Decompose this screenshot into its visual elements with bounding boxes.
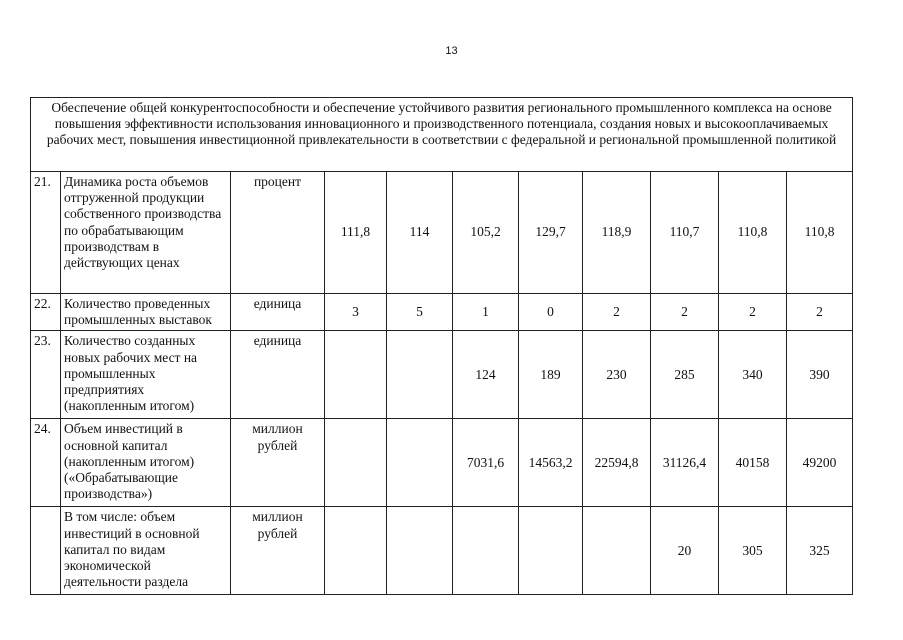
value-cell: 2 xyxy=(719,294,787,331)
value-cell xyxy=(387,507,453,595)
value-cell: 105,2 xyxy=(453,172,519,294)
section-header: Обеспечение общей конкурентоспособности и обеспечение устойчивого развития регионального промышленного комплекса на основе повышения эффективности использования инновационного и производственного потенциала, создания новых и высокооплачиваемых рабочих мест, повышения инвестиционной привлекательности в соответствии с федеральной и региональной промышленной политикой xyxy=(31,98,853,172)
value-cell: 189 xyxy=(519,331,583,419)
unit-cell: процент xyxy=(231,172,325,294)
value-cell: 3 xyxy=(325,294,387,331)
section-header-row xyxy=(31,98,853,172)
indicator-name: Объем инвестиций в основной капитал (накопленным итогом) («Обрабатывающие производства») xyxy=(61,419,231,507)
row-number: 21. xyxy=(31,172,61,294)
value-cell: 285 xyxy=(651,331,719,419)
value-cell xyxy=(519,507,583,595)
row-number: 22. xyxy=(31,294,61,331)
value-cell: 1 xyxy=(453,294,519,331)
value-cell xyxy=(325,419,387,507)
value-cell: 5 xyxy=(387,294,453,331)
value-cell xyxy=(325,331,387,419)
value-cell: 110,8 xyxy=(719,172,787,294)
table-row xyxy=(31,294,853,331)
page-number: 13 xyxy=(445,45,458,57)
value-cell xyxy=(387,419,453,507)
value-cell: 230 xyxy=(583,331,651,419)
value-cell xyxy=(583,507,651,595)
value-cell xyxy=(453,507,519,595)
value-cell: 110,8 xyxy=(787,172,853,294)
indicator-name: Динамика роста объемов отгруженной продукции собственного производства по обрабатывающим производствам в действующих ценах xyxy=(61,172,231,294)
value-cell: 2 xyxy=(787,294,853,331)
unit-cell: миллион рублей xyxy=(231,419,325,507)
unit-cell: единица xyxy=(231,294,325,331)
value-cell: 7031,6 xyxy=(453,419,519,507)
table-row xyxy=(31,172,853,294)
value-cell: 2 xyxy=(583,294,651,331)
indicator-name: Количество созданных новых рабочих мест на промышленных предприятиях (накопленным итогом) xyxy=(61,331,231,419)
table-row xyxy=(31,331,853,419)
value-cell: 114 xyxy=(387,172,453,294)
value-cell: 20 xyxy=(651,507,719,595)
value-cell: 118,9 xyxy=(583,172,651,294)
value-cell: 305 xyxy=(719,507,787,595)
value-cell: 2 xyxy=(651,294,719,331)
value-cell: 124 xyxy=(453,331,519,419)
unit-cell: миллион рублей xyxy=(231,507,325,595)
value-cell: 110,7 xyxy=(651,172,719,294)
value-cell xyxy=(387,331,453,419)
value-cell: 390 xyxy=(787,331,853,419)
value-cell: 111,8 xyxy=(325,172,387,294)
indicators-table xyxy=(30,97,853,595)
row-number: 23. xyxy=(31,331,61,419)
value-cell: 14563,2 xyxy=(519,419,583,507)
value-cell: 0 xyxy=(519,294,583,331)
row-number xyxy=(31,507,61,595)
value-cell: 49200 xyxy=(787,419,853,507)
table-row xyxy=(31,419,853,507)
indicator-name: В том числе: объем инвестиций в основной капитал по видам экономической деятельности раздела xyxy=(61,507,231,595)
indicator-name: Количество проведенных промышленных выставок xyxy=(61,294,231,331)
value-cell: 40158 xyxy=(719,419,787,507)
value-cell: 340 xyxy=(719,331,787,419)
value-cell xyxy=(325,507,387,595)
value-cell: 31126,4 xyxy=(651,419,719,507)
table-row xyxy=(31,507,853,595)
value-cell: 22594,8 xyxy=(583,419,651,507)
row-number: 24. xyxy=(31,419,61,507)
unit-cell: единица xyxy=(231,331,325,419)
value-cell: 325 xyxy=(787,507,853,595)
value-cell: 129,7 xyxy=(519,172,583,294)
